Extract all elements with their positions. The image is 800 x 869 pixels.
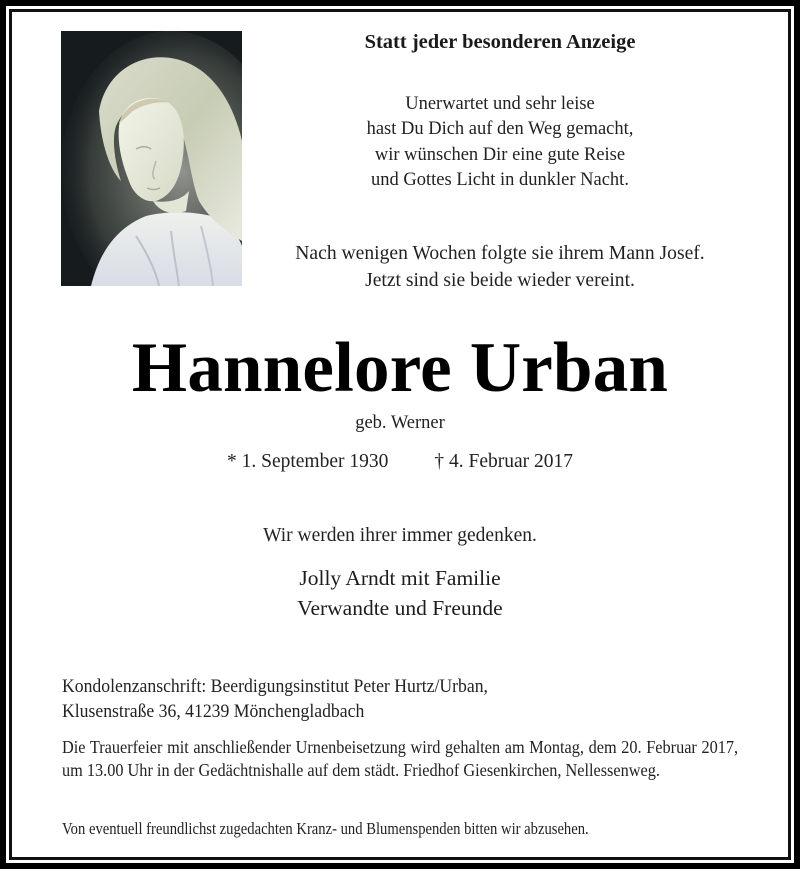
ceremony-details: Die Trauerfeier mit anschließender Urnenbeisetzung wird gehalten am Montag, dem 20. Februar 2017, um 13.00 Uhr in der Gedächtnishalle auf dem städt. Friedhof Giesenkirchen, Nellessenweg. <box>62 737 739 780</box>
birth-date: * 1. September 1930 <box>226 451 389 472</box>
madonna-statue-photo <box>61 31 242 286</box>
wreath-note: Von eventuell freundlichst zugedachten Kranz- und Blumenspenden bitten wir abzusehen. <box>62 819 589 838</box>
remembrance-line: Wir werden ihrer immer gedenken. <box>263 525 537 546</box>
life-dates <box>0 449 800 475</box>
deceased-name: Hannelore Urban <box>131 329 669 407</box>
mourner-line: Jolly Arndt mit Familie <box>299 566 501 590</box>
mourner-line: Verwandte und Freunde <box>297 596 503 620</box>
madonna-statue-icon <box>61 31 242 286</box>
reunion-line: Nach wenigen Wochen folgte sie ihrem Mann Josef. <box>295 243 705 264</box>
condolence-address <box>62 674 520 724</box>
poem <box>262 92 738 193</box>
death-date: † 4. Februar 2017 <box>434 451 574 472</box>
reunion-text <box>240 240 760 294</box>
mourners <box>0 563 800 623</box>
condolence-line: Klusenstraße 36, 41239 Mönchengladbach <box>62 701 365 722</box>
notice-header: Statt jeder besonderen Anzeige <box>364 31 636 53</box>
born-name: geb. Werner <box>355 413 445 433</box>
poem-line: wir wünschen Dir eine gute Reise <box>374 144 626 165</box>
poem-line: und Gottes Licht in dunkler Nacht. <box>371 169 629 190</box>
poem-line: hast Du Dich auf den Weg gemacht, <box>366 119 634 140</box>
poem-line: Unerwartet und sehr leise <box>405 94 595 114</box>
condolence-line: Kondolenzanschrift: Beerdigungsinstitut Peter Hurtz/Urban, <box>62 676 488 697</box>
reunion-line: Jetzt sind sie beide wieder vereint. <box>365 270 635 291</box>
